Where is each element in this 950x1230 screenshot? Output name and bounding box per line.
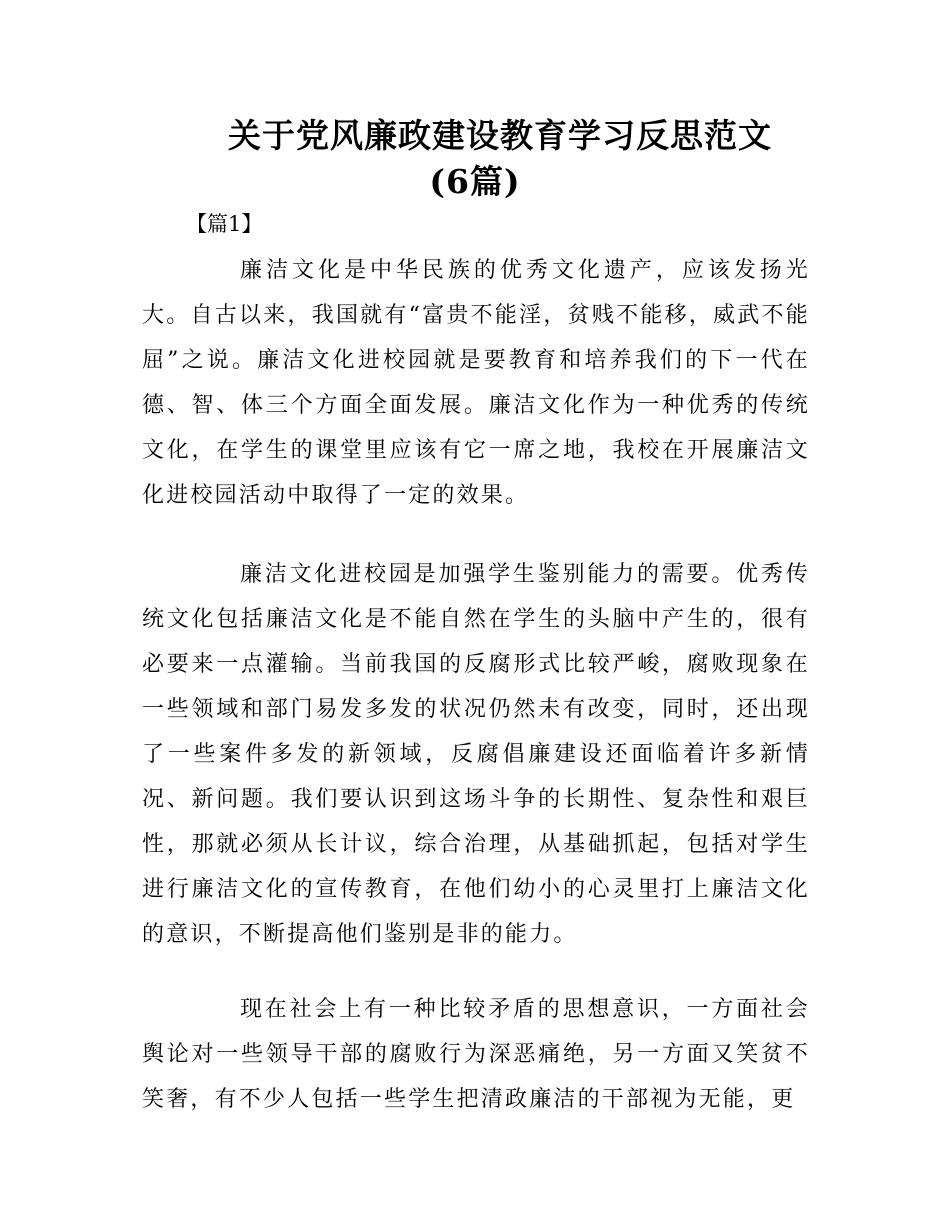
- document-title-line1: 关于党风廉政建设教育学习反思范文: [228, 116, 772, 155]
- paragraph-1: 廉洁文化是中华民族的优秀文化遗产，应该发扬光大。自古以来，我国就有“富贵不能淫，贫贱不能移，威武不能屈”之说。廉洁文化进校园就是要教育和培养我们的下一代在德、智、体三个方面全面发展。廉洁文化作为一种优秀的传统文化，在学生的课堂里应该有它一席之地，我校在开展廉洁文化进校园活动中取得了一定的效果。: [142, 258, 810, 508]
- section-label: 【篇1】: [186, 212, 263, 236]
- paragraph-2: 廉洁文化进校园是加强学生鉴别能力的需要。优秀传统文化包括廉洁文化是不能自然在学生的头脑中产生的，很有必要来一点灌输。当前我国的反腐形式比较严峻，腐败现象在一些领域和部门易发多发的状况仍然未有改变，同时，还出现了一些案件多发的新领域，反腐倡廉建设还面临着许多新情况、新问题。我们要认识到这场斗争的长期性、复杂性和艰巨性，那就必须从长计议，综合治理，从基础抓起，包括对学生进行廉洁文化的宣传教育，在他们幼小的心灵里打上廉洁文化的意识，不断提高他们鉴别是非的能力。: [142, 562, 810, 947]
- document-title-line2: (6篇): [429, 162, 521, 201]
- paragraph-3: 现在社会上有一种比较矛盾的思想意识，一方面社会舆论对一些领导干部的腐败行为深恶痛绝，另一方面又笑贫不笑奢，有不少人包括一些学生把清政廉洁的干部视为无能，更: [142, 997, 810, 1112]
